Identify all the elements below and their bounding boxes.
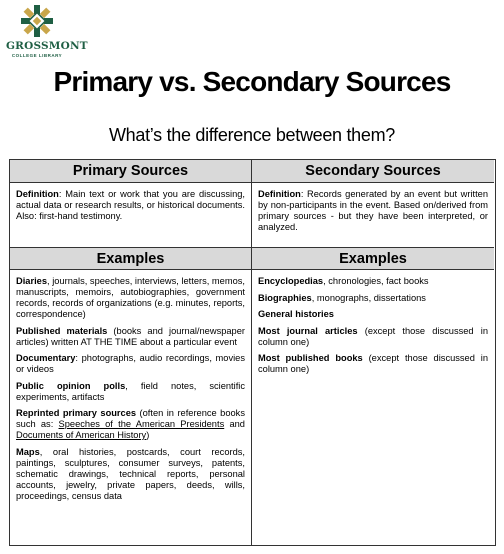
list-item — [258, 353, 488, 375]
primary-definition-label: Definition — [16, 189, 59, 199]
item-text: (except those discussed in column one) — [258, 353, 489, 374]
book-title-documents: Documents of American History — [16, 430, 147, 440]
item-term: Published materials — [16, 325, 108, 336]
secondary-definition — [252, 184, 494, 247]
list-item — [16, 276, 245, 320]
primary-definition-text: : Main text or work that you are discussing, actual data or research results, or historical documents. Also: first-hand testimony. — [16, 189, 245, 221]
item-term: Diaries — [16, 276, 48, 286]
primary-examples-list — [10, 271, 251, 512]
page-subtitle: What’s the difference between them? — [108, 125, 396, 145]
secondary-examples-header: Examples — [252, 247, 494, 270]
item-text: , chronologies, fact books — [323, 276, 429, 286]
logo-emblem-icon — [20, 4, 54, 38]
list-item — [258, 326, 488, 348]
book-title-speeches: Speeches of the American Presidents — [58, 419, 225, 429]
secondary-examples-list — [252, 271, 494, 386]
list-item — [16, 353, 245, 375]
list-item — [16, 326, 245, 348]
secondary-definition-label: Definition — [258, 189, 301, 199]
item-text: (except those discussed in column one) — [258, 325, 488, 347]
page-title: Primary vs. Secondary Sources — [53, 66, 451, 97]
item-term: Most journal articles — [258, 325, 358, 336]
list-item — [16, 381, 245, 403]
logo-name: GROSSMONT — [6, 40, 88, 52]
item-term: Most published books — [258, 353, 363, 363]
item-text: (books and journal/newspaper articles) written AT THE TIME about a particular event — [16, 325, 245, 347]
item-text: : photographs, audio recordings, movies or videos — [16, 353, 245, 374]
item-term: Public opinion polls — [16, 380, 126, 391]
grossmont-logo — [6, 4, 88, 58]
item-term: Encyclopedias — [258, 276, 324, 286]
list-item — [258, 276, 488, 287]
list-item — [16, 447, 245, 502]
logo-subtitle: COLLEGE LIBRARY — [11, 53, 63, 58]
item-text: ) — [146, 430, 150, 440]
list-item — [258, 309, 488, 320]
secondary-sources-header: Secondary Sources — [252, 160, 494, 183]
list-item — [258, 293, 488, 304]
item-text: , journals, speeches, interviews, letters, memos, manuscripts, memoirs, autobiographies, government records, records of organizations (e.g. minutes, reports, correspondence) — [16, 276, 245, 319]
primary-definition — [10, 184, 251, 247]
secondary-definition-text: : Records generated by an event but written by non-participants in the event. Based on/derived from primary sources - but they have been interpreted, or analyzed. — [258, 189, 488, 232]
list-item — [16, 408, 245, 441]
primary-examples-header: Examples — [10, 247, 251, 270]
comparison-table — [9, 159, 496, 546]
primary-sources-header: Primary Sources — [10, 160, 251, 183]
item-term: Documentary — [16, 353, 76, 363]
item-text: and — [224, 419, 245, 429]
item-term: Maps — [16, 446, 40, 457]
item-term: Reprinted primary sources — [16, 408, 137, 418]
item-term: General histories — [258, 309, 334, 319]
item-text: , oral histories, postcards, court records, paintings, sculptures, consumer surveys, patents, schematic drawings, technical reports, personal accounts, jewelry, private papers, deeds, wills, proceedings, census data — [16, 446, 245, 501]
item-term: Biographies — [258, 292, 312, 303]
item-text: , monographs, dissertations — [311, 292, 426, 303]
item-text: (often in reference books such as: — [16, 408, 245, 429]
item-text: , field notes, scientific experiments, artifacts — [16, 380, 245, 402]
